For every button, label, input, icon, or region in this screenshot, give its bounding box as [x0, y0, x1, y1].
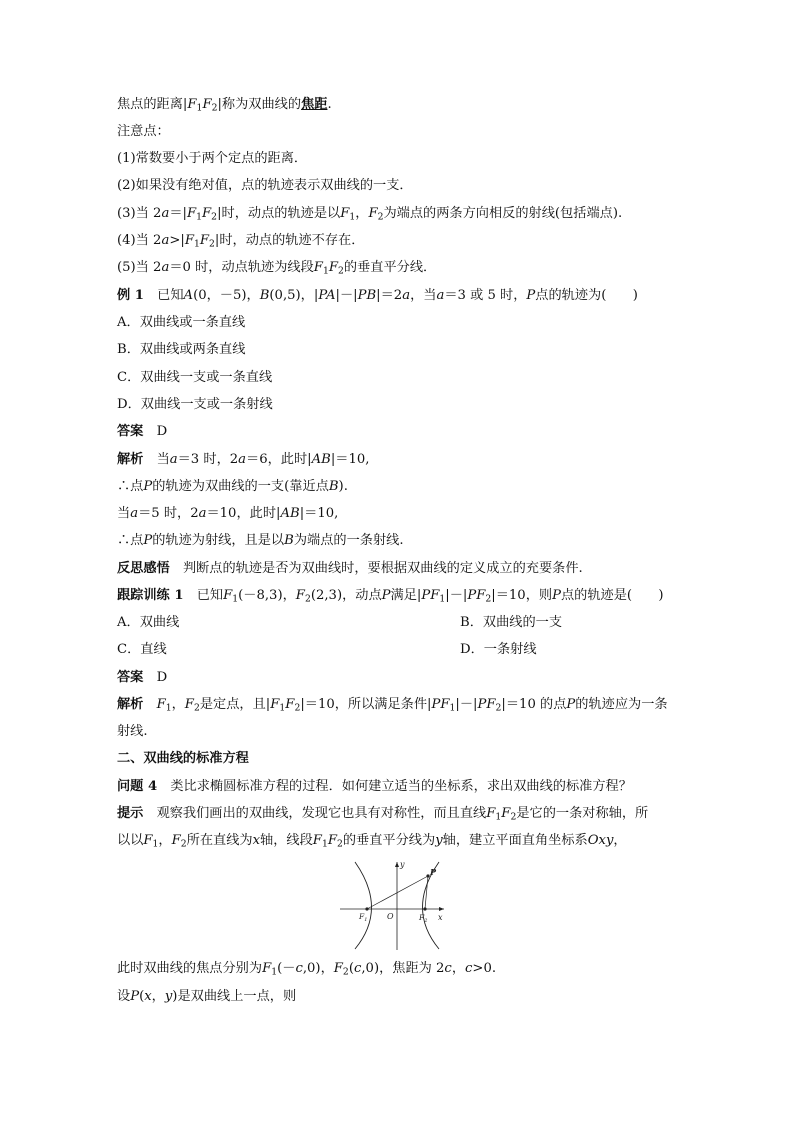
y-axis-label: y: [400, 860, 405, 869]
practice-1-option-c: C．直线: [117, 642, 167, 657]
hint-line-2: 以以$F_1$，$F_2$所在直线为x轴，线段$F_1F_2$的垂直平分线为y轴，建立平面直角坐标系Oxy，: [117, 833, 627, 850]
line-pf2: [425, 876, 428, 909]
reflection: 反思感悟 判断点的轨迹是否为双曲线时，要根据双曲线的定义成立的充要条件.: [117, 561, 583, 576]
origin-label: O: [387, 912, 394, 921]
reflection-label: 反思感悟: [117, 561, 170, 576]
example-1-option-b: B．双曲线或两条直线: [117, 342, 246, 357]
practice-1-options-row-1: [117, 614, 563, 632]
p-label: P: [430, 867, 437, 877]
note-2: (2)如果没有绝对值，点的轨迹表示双曲线的一支．: [117, 178, 413, 193]
practice-1-option-d: D．一条射线: [460, 642, 537, 657]
example-1-answer: 答案 D: [117, 424, 168, 439]
y-axis-arrow: [395, 862, 399, 867]
example-1-question: 例 1 已知A(0，－5)，B(0,5)，|PA|－|PB|＝2a，当a＝3 或 5 时，P点的轨迹为( ): [117, 288, 638, 303]
practice-1-option-a: A．双曲线: [117, 615, 180, 630]
example-1-analysis-1: 解析 当a＝3 时，2a＝6，此时|AB|＝10,: [117, 452, 370, 467]
note-3: (3)当 $2a=|F_1F_2|$时，动点的轨迹是以$F_1$，$F_2$为端点的两条方向相反的射线(包括端点).: [117, 206, 623, 223]
example-1-option-d: D．双曲线一支或一条射线: [117, 397, 273, 412]
section-2-heading: 二、双曲线的标准方程: [117, 751, 249, 766]
hyperbola-figure: [340, 856, 455, 952]
example-1-option-c: C．双曲线一支或一条直线: [117, 370, 273, 385]
practice-1-answer: 答案 D: [117, 670, 168, 685]
line-pf1: [367, 876, 428, 909]
example-1-label: 例 1: [117, 288, 144, 303]
practice-1-label: 跟踪训练 1: [117, 588, 184, 603]
problem-4-label: 问题 4: [117, 779, 158, 794]
hyperbola-left-branch: [355, 862, 372, 949]
focus-f2-point: [423, 907, 426, 910]
x-axis-arrow: [439, 907, 444, 911]
focal-distance-term: 焦距: [301, 97, 328, 112]
f2-label: $F_2$: [419, 913, 428, 924]
analysis-label: 解析: [117, 697, 144, 712]
note-5: (5)当 2a＝0 时，动点轨迹为线段$F_1F_2$的垂直平分线．: [117, 260, 437, 277]
hint-line-1: 提示 观察我们画出的双曲线，发现它也具有对称性，而且直线$F_1F_2$是它的一条对称轴，所: [117, 806, 649, 823]
hint-label: 提示: [117, 806, 144, 821]
practice-1-options-row-2: [117, 641, 537, 659]
x-axis-label: x: [438, 913, 443, 922]
focus-f1-point: [365, 907, 368, 910]
notes-heading: 注意点：: [117, 124, 170, 139]
answer-label: 答案: [117, 424, 144, 439]
foci-coordinates: 此时双曲线的焦点分别为$F_1(-c,0)$，$F_2(c,0)$，焦距为 2c，c>0.: [117, 961, 497, 978]
answer-label: 答案: [117, 670, 144, 685]
f1-label: $F_1$: [359, 912, 368, 923]
focal-distance-line: 焦点的距离$|F_1F_2|$称为双曲线的焦距.: [117, 97, 332, 114]
example-1-analysis-2: ∴点P的轨迹为双曲线的一支(靠近点B).: [117, 479, 348, 494]
note-4: (4)当 $2a>|F_1F_2|$时，动点的轨迹不存在．: [117, 233, 365, 250]
note-1: (1)常数要小于两个定点的距离．: [117, 151, 308, 166]
analysis-label: 解析: [117, 452, 144, 467]
problem-4: 问题 4 类比求椭圆标准方程的过程．如何建立适当的坐标系，求出双曲线的标准方程？: [117, 779, 632, 794]
practice-1-analysis-1: 解析 $F_1$，$F_2$是定点，且$|F_1F_2|=10$，所以满足条件$|PF_1|-|PF_2|=10$ 的点P的轨迹应为一条: [117, 697, 668, 714]
example-1-analysis-4: ∴点P的轨迹为射线，且是以B为端点的一条射线.: [117, 533, 404, 548]
point-on-hyperbola: 设P(x，y)是双曲线上一点，则: [117, 989, 297, 1004]
practice-1-question: 跟踪训练 1 已知$F_1(-8,3)$，$F_2(2,3)$，动点P满足$|PF_1|-|PF_2|=10$，则P点的轨迹是( ): [117, 588, 664, 605]
example-1-option-a: A．双曲线或一条直线: [117, 315, 246, 330]
practice-1-option-b: B．双曲线的一支: [460, 615, 563, 630]
practice-1-analysis-2: 射线.: [117, 724, 148, 739]
example-1-analysis-3: 当a＝5 时，2a＝10，此时|AB|＝10,: [117, 506, 339, 521]
